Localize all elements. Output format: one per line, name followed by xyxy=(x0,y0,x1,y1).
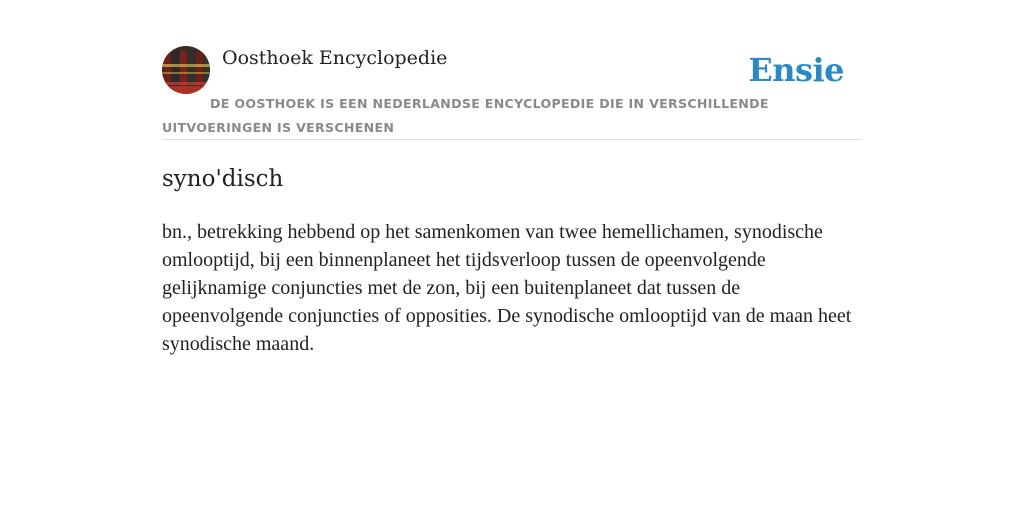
page-container xyxy=(162,46,862,358)
encyclopedia-books-icon[interactable] xyxy=(162,46,210,94)
site-title[interactable]: Oosthoek Encyclopedie xyxy=(222,47,448,69)
site-header xyxy=(162,46,862,140)
entry-definition: bn., betrekking hebbend op het samenkomen van twee hemellichamen, synodische omlooptijd, bij een binnenplaneet het tijdsverloop tussen de opeenvolgende gelijknamige conjuncties met de zon, bij een buitenplaneet dat tussen de opeenvolgende conjuncties of opposities. De synodische omlooptijd van de maan heet synodische maand. xyxy=(162,221,852,355)
site-tagline: DE OOSTHOEK IS EEN NEDERLANDSE ENCYCLOPEDIE DIE IN VERSCHILLENDE UITVOERINGEN IS VERSCHENEN xyxy=(162,96,769,135)
ensie-logo-link[interactable]: Ensie xyxy=(748,51,844,89)
entry-term: syno'disch xyxy=(162,166,284,192)
